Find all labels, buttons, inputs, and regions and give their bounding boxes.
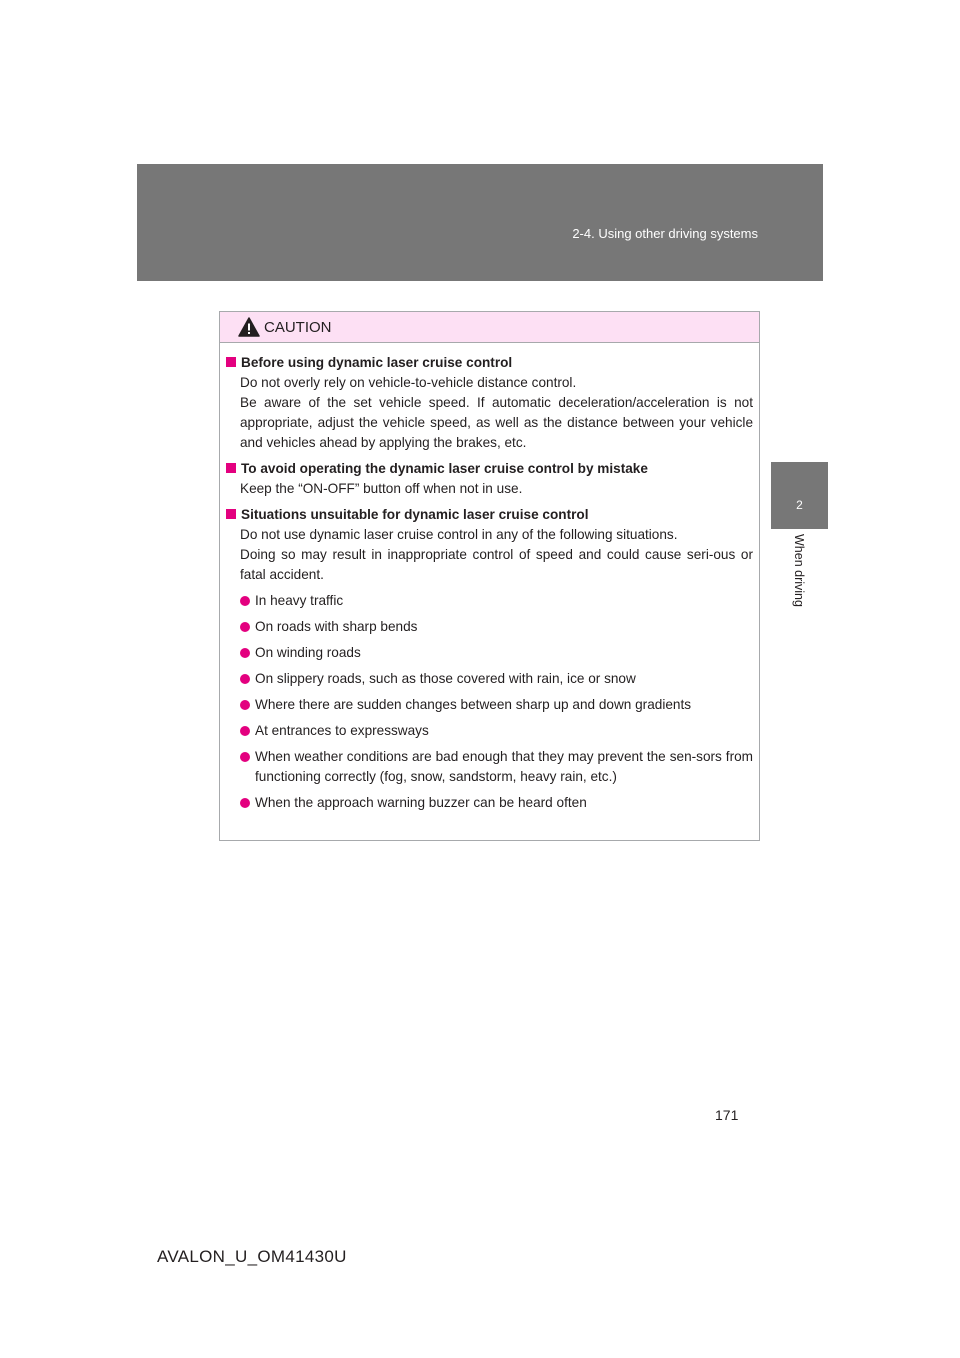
chapter-tab [771,462,828,529]
chapter-label [771,534,828,634]
page-number: 171 [715,1107,739,1123]
item-heading: Situations unsuitable for dynamic laser cruise control [241,507,589,522]
list-item: When the approach warning buzzer can be heard often [240,793,753,813]
circle-bullet-icon [240,700,250,710]
circle-bullet-icon [240,674,250,684]
caution-item [226,505,753,813]
square-bullet-icon [226,463,236,473]
item-heading: Before using dynamic laser cruise control [241,355,513,370]
list-item: In heavy traffic [240,591,753,611]
circle-bullet-icon [240,726,250,736]
warning-triangle-icon [238,317,260,337]
caution-header [220,312,759,343]
caution-item [226,353,753,453]
circle-bullet-icon [240,596,250,606]
list-item: When weather conditions are bad enough that they may prevent the sen-sors from functioning correctly (fog, snow, sandstorm, heavy rain, etc.) [240,747,753,787]
header-band [137,164,823,281]
item-paragraph: Doing so may result in inappropriate control of speed and could cause seri-ous or fatal accident. [240,547,753,582]
item-paragraph: Do not overly rely on vehicle-to-vehicle distance control. [240,375,577,390]
list-item: On slippery roads, such as those covered with rain, ice or snow [240,669,753,689]
circle-bullet-icon [240,752,250,762]
caution-item [226,459,753,499]
circle-bullet-icon [240,798,250,808]
list-item: Where there are sudden changes between sharp up and down gradients [240,695,753,715]
situation-list [226,591,753,813]
document-code: AVALON_U_OM41430U [157,1247,347,1266]
chapter-label-text: When driving [792,534,806,607]
item-paragraph: Be aware of the set vehicle speed. If automatic deceleration/acceleration is not appropriate, adjust the vehicle speed, as well as the distance between your vehicle and vehicles ahead by applying the brakes, etc. [240,395,753,450]
item-paragraph: Keep the “ON-OFF” button off when not in use. [240,481,523,496]
list-item: At entrances to expressways [240,721,753,741]
caution-box [219,311,760,841]
circle-bullet-icon [240,648,250,658]
circle-bullet-icon [240,622,250,632]
square-bullet-icon [226,357,236,367]
caution-body [220,343,759,813]
caution-title: CAUTION [264,319,332,336]
square-bullet-icon [226,509,236,519]
list-item: On roads with sharp bends [240,617,753,637]
item-paragraph: Do not use dynamic laser cruise control in any of the following situations. [240,527,678,542]
section-title: 2-4. Using other driving systems [572,226,758,241]
chapter-number: 2 [796,498,803,512]
item-heading: To avoid operating the dynamic laser cruise control by mistake [241,461,648,476]
list-item: On winding roads [240,643,753,663]
